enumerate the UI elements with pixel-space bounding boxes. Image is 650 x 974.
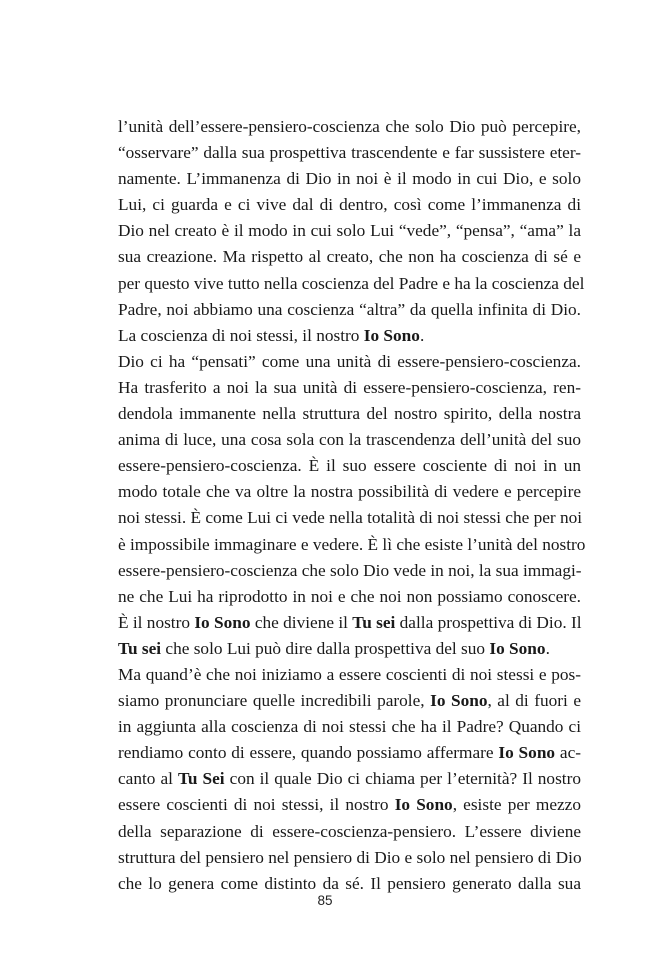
text-run: . xyxy=(545,638,550,658)
text-run: È il nostro xyxy=(118,612,195,632)
text-run: Ha trasferito a noi la sua unità di essere-pensiero-coscienza, ren- xyxy=(118,377,581,397)
text-run: Dio nel creato è il modo in cui solo Lui “vede”, “pensa”, “ama” la xyxy=(118,221,581,241)
text-run: , esiste per mezzo xyxy=(452,795,581,815)
text-run: essere-pensiero-coscienza. È il suo essere cosciente di noi in un xyxy=(118,456,581,476)
text-run: namente. L’immanenza di Dio in noi è il modo in cui Dio, e solo xyxy=(118,169,581,189)
text-line xyxy=(118,349,581,375)
text-run: struttura del pensiero nel pensiero di Dio e solo nel pensiero di Dio xyxy=(118,847,582,867)
text-line xyxy=(118,401,581,427)
text-run: essere coscienti di noi stessi, il nostro xyxy=(118,795,395,815)
bold-phrase: Tu sei xyxy=(118,638,162,658)
text-run: è impossibile immaginare e vedere. È lì che esiste l’unità del nostro xyxy=(118,534,586,554)
text-line xyxy=(118,140,581,166)
text-run: Ma quand’è che noi iniziamo a essere coscienti di noi stessi e pos- xyxy=(118,664,581,684)
bold-phrase: Io Sono xyxy=(489,638,546,658)
text-line xyxy=(118,323,581,349)
text-line xyxy=(118,584,581,610)
text-line xyxy=(118,636,581,662)
bold-phrase: Io Sono xyxy=(498,743,556,763)
body-text xyxy=(118,114,586,897)
text-line xyxy=(118,558,581,584)
text-run: modo totale che va oltre la nostra possibilità di vedere e percepire xyxy=(118,482,581,502)
bold-phrase: Io Sono xyxy=(430,691,488,711)
text-line xyxy=(118,427,581,453)
text-run: in aggiunta alla coscienza di noi stessi che ha il Padre? Quando ci xyxy=(118,717,581,737)
text-line xyxy=(118,375,581,401)
text-run: “osservare” dalla sua prospettiva trascendente e far sussistere eter- xyxy=(118,143,581,163)
text-line xyxy=(118,505,581,531)
text-run: sua creazione. Ma rispetto al creato, che non ha coscienza di sé e xyxy=(118,247,581,267)
text-run: La coscienza di noi stessi, il nostro xyxy=(118,325,364,345)
text-run: dalla prospettiva di Dio. Il xyxy=(395,612,582,632)
text-run: essere-pensiero-coscienza che solo Dio vede in noi, la sua immagi- xyxy=(118,560,582,580)
text-run: con il quale Dio ci chiama per l’eternità? Il nostro xyxy=(224,769,581,789)
text-line xyxy=(118,845,581,871)
text-line xyxy=(118,714,581,740)
text-line xyxy=(118,453,581,479)
text-line xyxy=(118,819,581,845)
text-line xyxy=(118,688,581,714)
text-run: Padre, noi abbiamo una coscienza “altra” da quella infinita di Dio. xyxy=(118,299,581,319)
text-line xyxy=(118,271,585,297)
page-number: 85 xyxy=(317,893,333,908)
text-line xyxy=(118,532,586,558)
text-run: noi stessi. È come Lui ci vede nella totalità di noi stessi che per noi xyxy=(118,508,583,528)
text-line xyxy=(118,218,581,244)
text-run: . xyxy=(419,325,425,345)
text-line xyxy=(118,662,581,688)
text-run: l’unità dell’essere-pensiero-coscienza che solo Dio può percepire, xyxy=(118,117,581,136)
text-run: siamo pronunciare quelle incredibili parole, xyxy=(118,691,431,711)
text-line xyxy=(118,297,581,323)
text-run: rendiamo conto di essere, quando possiamo affermare xyxy=(118,743,499,763)
text-run: ac- xyxy=(555,743,581,763)
text-line xyxy=(118,479,581,505)
text-run: dendola immanente nella struttura del nostro spirito, della nostra xyxy=(118,404,581,424)
text-line xyxy=(118,192,581,218)
text-line xyxy=(118,792,581,818)
text-run: per questo vive tutto nella coscienza del Padre e ha la coscienza del xyxy=(118,273,585,293)
text-line xyxy=(118,244,581,270)
text-line xyxy=(118,766,581,792)
text-run: che solo Lui può dire dalla prospettiva del suo xyxy=(161,638,490,658)
text-line xyxy=(118,114,581,140)
text-run: che diviene il xyxy=(250,612,353,632)
text-run: ne che Lui ha riprodotto in noi e che noi non possiamo conoscere. xyxy=(118,586,581,606)
bold-phrase: Tu sei xyxy=(352,612,396,632)
text-run: Lui, ci guarda e ci vive dal di dentro, così come l’immanenza di xyxy=(118,195,581,215)
text-line xyxy=(118,610,581,636)
bold-phrase: Io Sono xyxy=(194,612,251,632)
bold-phrase: Io Sono xyxy=(363,325,420,345)
text-line xyxy=(118,166,581,192)
text-run: Dio ci ha “pensati” come una unità di essere-pensiero-coscienza. xyxy=(118,351,581,371)
text-line xyxy=(118,740,581,766)
text-run: canto al xyxy=(118,769,178,789)
text-run: che lo genera come distinto da sé. Il pensiero generato dalla sua xyxy=(118,873,581,893)
bold-phrase: Tu Sei xyxy=(177,769,225,789)
text-run: , al di fuori e xyxy=(487,691,582,711)
text-run: anima di luce, una cosa sola con la trascendenza dell’unità del suo xyxy=(118,430,581,450)
bold-phrase: Io Sono xyxy=(394,795,453,815)
text-run: della separazione di essere-coscienza-pensiero. L’essere diviene xyxy=(118,821,581,841)
